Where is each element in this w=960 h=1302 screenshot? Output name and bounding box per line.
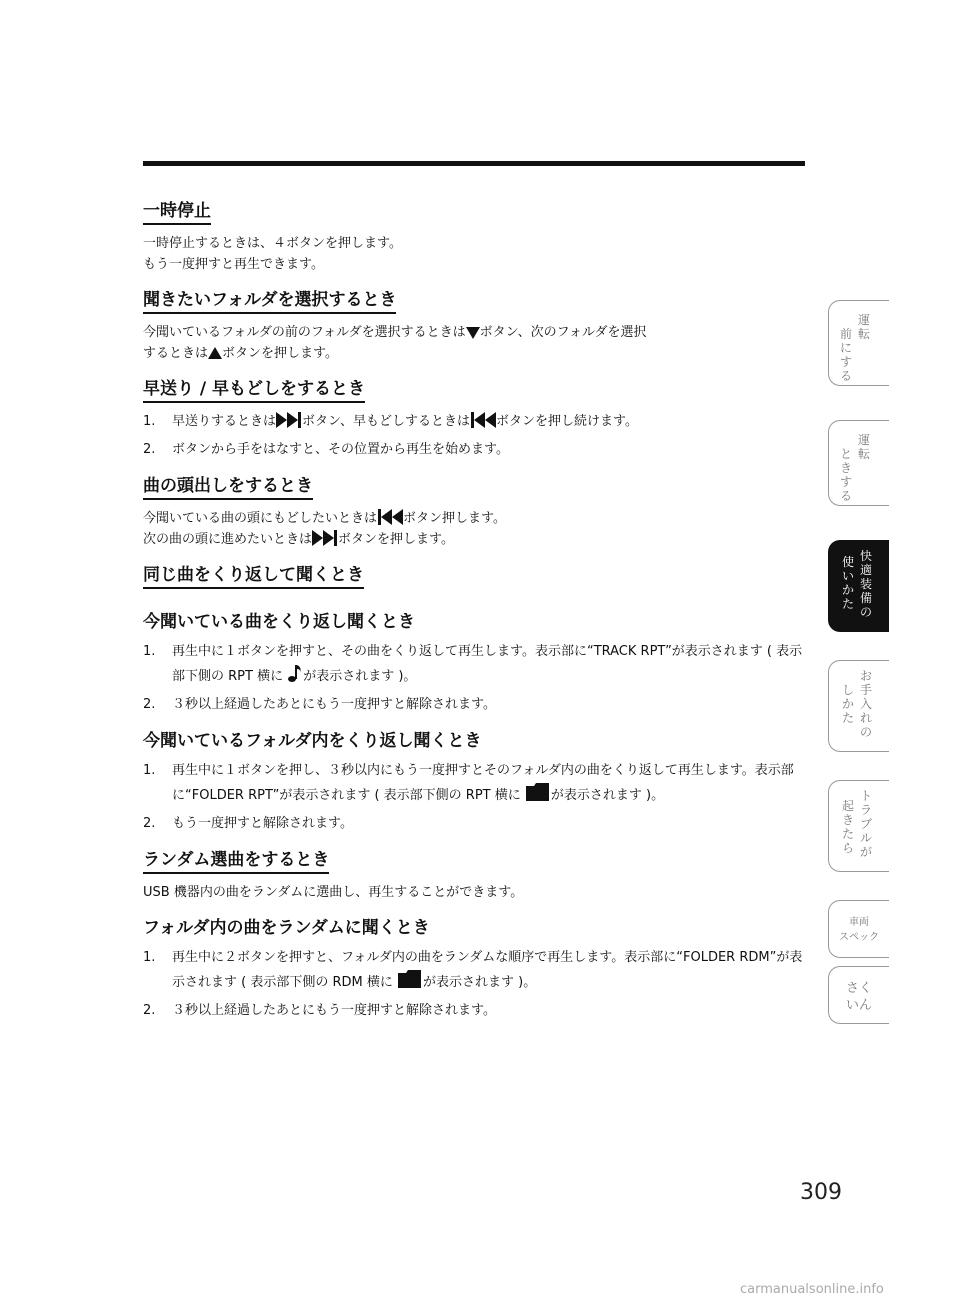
tab-troubleshooting[interactable] <box>828 780 889 872</box>
track-head-line1-b: ボタン押します。 <box>403 511 506 526</box>
folder-icon <box>397 969 423 989</box>
list-item <box>143 1000 805 1022</box>
folder-repeat-item2-text: もう一度押すと解除されます。 <box>172 816 353 831</box>
section-pause <box>143 200 805 275</box>
tab-label: 起きたら <box>841 799 854 855</box>
folder-repeat-item1-b: が表示されます )。 <box>550 788 665 803</box>
list-item <box>143 947 805 994</box>
main-content <box>143 200 805 1036</box>
tab-label: 車両 <box>849 917 869 928</box>
track-repeat-item1-a: 再生中に１ボタンを押すと、その曲をくり返して再生します。表示部に“TRACK RPT”が表示されます ( 表示部下側の RPT 横に <box>172 644 803 684</box>
track-head-line1-a: 今聞いている曲の頭にもどしたいときは <box>143 511 378 526</box>
section-folder-select <box>143 289 805 364</box>
tab-label: 運転 <box>857 313 870 341</box>
folder-select-text-c: するときは <box>143 346 209 361</box>
tab-maintenance[interactable] <box>828 660 889 752</box>
track-head-line-2 <box>143 529 805 550</box>
track-head-line2-a: 次の曲の頭に進めたいときは <box>143 532 313 547</box>
track-repeat-list <box>143 641 805 716</box>
item-number: 2. <box>143 816 156 831</box>
pause-line-1: 一時停止するときは、４ボタンを押します。 <box>143 236 402 251</box>
track-head-line2-b: ボタンを押します。 <box>338 532 454 547</box>
ffrew-item1-c: ボタンを押し続けます。 <box>495 414 638 429</box>
heading-track-head: 曲の頭出しをするとき <box>143 475 313 500</box>
folder-icon <box>525 782 551 802</box>
skip-prev-icon <box>377 509 403 525</box>
track-repeat-item1-b: が表示されます )。 <box>303 669 417 684</box>
list-item <box>143 439 805 461</box>
heading-folder-select: 聞きたいフォルダを選択するとき <box>143 289 396 314</box>
tab-label: トラブルが <box>859 789 872 859</box>
folder-select-text-b: ボタン、次のフォルダを選択 <box>479 325 647 340</box>
heading-pause: 一時停止 <box>143 200 211 225</box>
triangle-down-icon <box>466 326 480 339</box>
ffrew-item1-b: ボタン、早もどしするときは <box>302 414 470 429</box>
track-head-line-1 <box>143 508 805 529</box>
section-folder-random <box>143 917 805 1022</box>
heading-folder-random: フォルダ内の曲をランダムに聞くとき <box>143 918 430 938</box>
heading-track-repeat: 今聞いている曲をくり返し聞くとき <box>143 612 415 632</box>
music-note-icon <box>287 663 303 683</box>
folder-random-item1-a: 再生中に２ボタンを押すと、フォルダ内の曲をランダムな順序で再生します。表示部に“FOLDER RDM”が表示されます ( 表示部下側の RDM 横に <box>172 950 803 990</box>
skip-next-icon <box>276 412 302 428</box>
section-track-repeat <box>143 611 805 716</box>
tab-label: いん <box>845 998 872 1013</box>
ffrew-item1-a: 早送りするときは <box>172 414 277 429</box>
tab-before-driving[interactable] <box>828 300 889 386</box>
tab-label: 運転 <box>857 433 870 461</box>
folder-select-text <box>143 322 805 364</box>
section-track-head <box>143 475 805 550</box>
section-repeat <box>143 564 805 597</box>
heading-random: ランダム選曲をするとき <box>143 849 329 874</box>
skip-prev-icon <box>470 412 496 428</box>
list-item <box>143 411 805 433</box>
pause-line-2: もう一度押すと再生できます。 <box>143 257 324 272</box>
item-number: 1. <box>143 950 156 965</box>
heading-ffrew: 早送り / 早もどしをするとき <box>143 378 365 403</box>
item-number: 1. <box>143 763 156 778</box>
tab-label: スペック <box>839 932 879 943</box>
tab-index[interactable] <box>828 966 889 1024</box>
item-number: 2. <box>143 442 156 457</box>
item-number: 1. <box>143 644 156 659</box>
folder-repeat-list <box>143 760 805 835</box>
section-ffrew <box>143 378 805 461</box>
item-number: 2. <box>143 697 156 712</box>
heading-repeat: 同じ曲をくり返して聞くとき <box>143 564 364 589</box>
tab-label: 快適装備の <box>859 549 872 619</box>
page-number: 309 <box>800 1180 842 1205</box>
list-item <box>143 813 805 835</box>
list-item <box>143 694 805 716</box>
ffrew-item2-text: ボタンから手をはなすと、その位置から再生を始めます。 <box>172 442 509 457</box>
triangle-up-icon <box>208 347 222 360</box>
header-rule <box>143 161 805 166</box>
tab-label: 前にする <box>839 327 852 383</box>
tab-label: しかた <box>841 683 854 725</box>
watermark: carmanualsonline.info <box>740 1282 884 1297</box>
tab-comfort-equipment[interactable] <box>828 540 889 632</box>
heading-folder-repeat: 今聞いているフォルダ内をくり返し聞くとき <box>143 731 482 751</box>
ffrew-list <box>143 411 805 461</box>
folder-random-item2-text: ３秒以上経過したあとにもう一度押すと解除されます。 <box>172 1003 496 1018</box>
folder-random-list <box>143 947 805 1022</box>
list-item <box>143 641 805 688</box>
folder-select-text-a: 今聞いているフォルダの前のフォルダを選択するときは <box>143 325 466 340</box>
item-number: 1. <box>143 414 156 429</box>
tab-while-driving[interactable] <box>828 420 889 506</box>
section-folder-repeat <box>143 730 805 835</box>
tab-vehicle-spec[interactable] <box>828 900 889 958</box>
folder-repeat-item1-a: 再生中に１ボタンを押し、３秒以内にもう一度押すとそのフォルダ内の曲をくり返して再生します。表示部に“FOLDER RPT”が表示されます ( 表示部下側の RPT 横に <box>172 763 794 803</box>
skip-next-icon <box>312 530 338 546</box>
tab-label: 使いかた <box>841 555 854 611</box>
track-repeat-item2-text: ３秒以上経過したあとにもう一度押すと解除されます。 <box>172 697 496 712</box>
folder-select-text-d: ボタンを押します。 <box>222 346 338 361</box>
section-random <box>143 849 805 903</box>
folder-random-item1-b: が表示されます )。 <box>423 975 537 990</box>
tab-label: お手入れの <box>859 669 872 739</box>
list-item <box>143 760 805 807</box>
item-number: 2. <box>143 1003 156 1018</box>
random-text: USB 機器内の曲をランダムに選曲し、再生することができます。 <box>143 885 524 900</box>
tab-label: さく <box>845 981 872 996</box>
tab-label: ときする <box>839 447 852 503</box>
